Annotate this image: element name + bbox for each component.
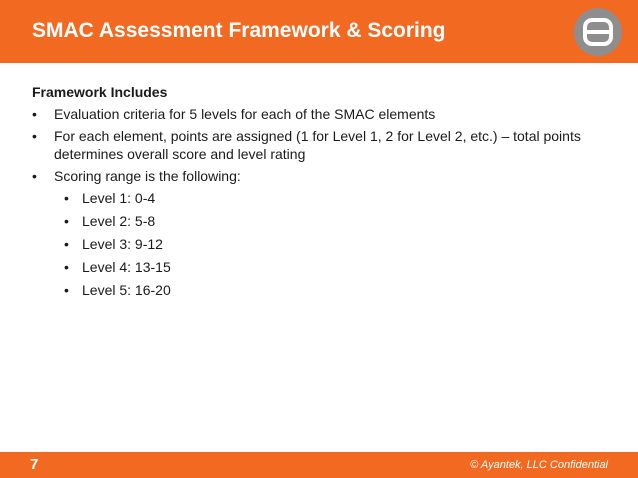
- level-item: • Level 3: 9-12: [54, 235, 602, 253]
- bullet-item: • Evaluation criteria for 5 levels for each of the SMAC elements: [32, 105, 602, 123]
- footer-bar: [0, 452, 638, 478]
- page-number: 7: [30, 456, 39, 473]
- level-item: • Level 2: 5-8: [54, 212, 602, 230]
- level-item: • Level 4: 13-15: [54, 258, 602, 276]
- slide-title: SMAC Assessment Framework & Scoring: [32, 19, 446, 42]
- bullet-list: [32, 105, 602, 299]
- slide-body: [32, 83, 602, 304]
- confidential-notice: © Ayantek, LLC Confidential: [470, 459, 608, 471]
- ayantek-logo-icon: [574, 8, 622, 56]
- bullet-text: Scoring range is the following:: [54, 168, 241, 184]
- section-heading: Framework Includes: [32, 84, 168, 100]
- level-item: • Level 5: 16-20: [54, 281, 602, 299]
- level-item: • Level 1: 0-4: [54, 189, 602, 207]
- level-list: [54, 189, 602, 299]
- bullet-item: • For each element, points are assigned (1 for Level 1, 2 for Level 2, etc.) – total points determines overall score and level rating: [32, 127, 602, 163]
- header-bar: [0, 0, 638, 63]
- bullet-item-scoring-range: [32, 167, 602, 299]
